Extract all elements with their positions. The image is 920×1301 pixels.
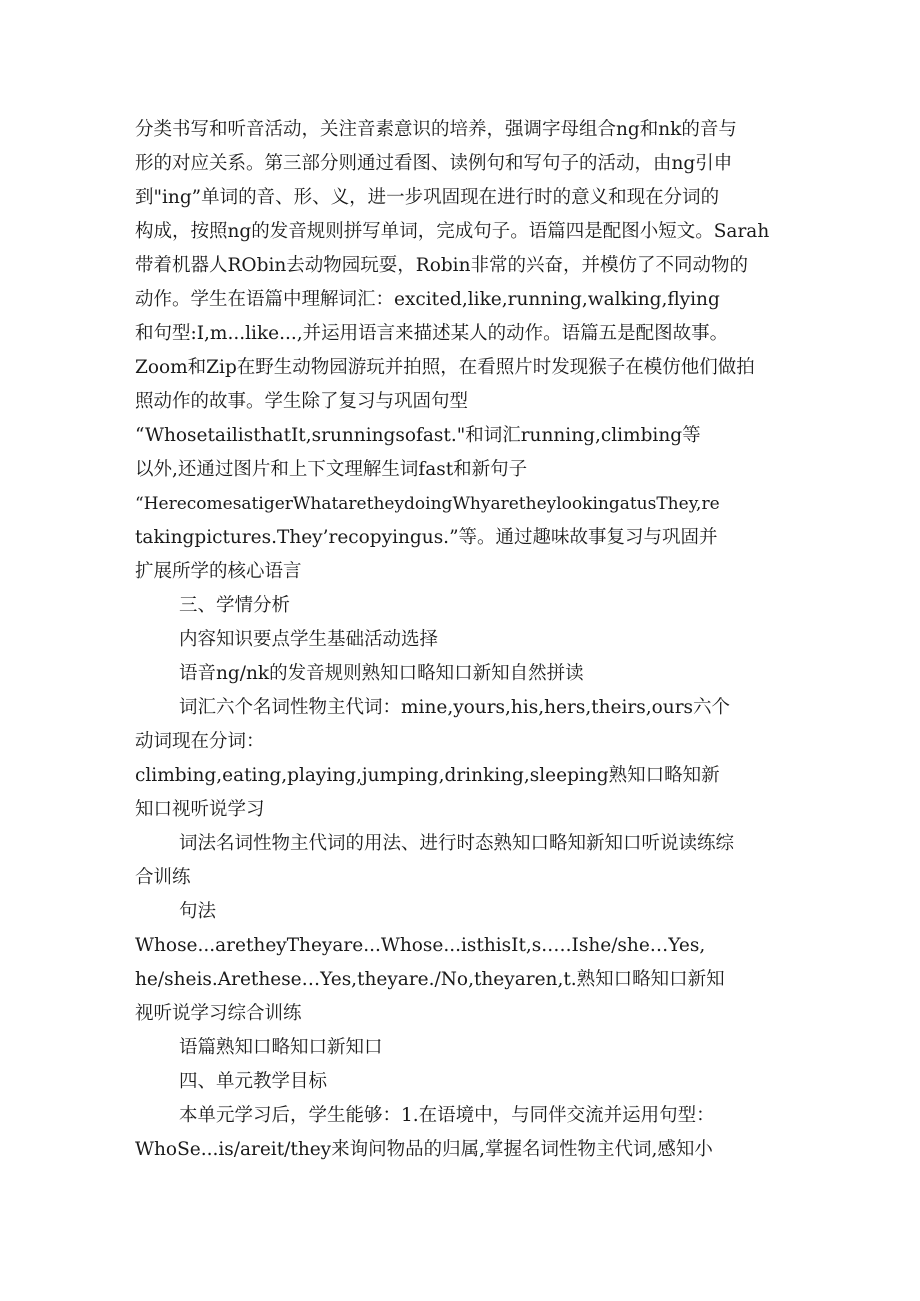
paragraph-line: 和句型:I,m...like...,并运用语言来描述某人的动作。语篇五是配图故事。 [135, 323, 729, 344]
table-row-line: he/sheis.Arethese…Yes,theyare./No,theyaren,t.熟知口略知口新知 [135, 969, 725, 990]
paragraph-line: “HerecomesatigerWhataretheydoingWhyaretheylookingatusThey,re [135, 494, 720, 514]
table-row-line: 视听说学习综合训练 [135, 1003, 302, 1024]
paragraph-line: 形的对应关系。第三部分则通过看图、读例句和写句子的活动，由ng引申 [135, 153, 733, 174]
paragraph-line: 分类书写和听音活动，关注音素意识的培养，强调字母组合ng和nk的音与 [135, 119, 737, 140]
table-row-line: 合训练 [135, 867, 191, 888]
section-heading: 四、单元教学目标 [179, 1071, 328, 1092]
paragraph-line: 本单元学习后，学生能够：1.在语境中，与同伴交流并运用句型： [179, 1105, 715, 1126]
paragraph-line: 动作。学生在语篇中理解词汇：excited,like,running,walking,flying [135, 289, 720, 310]
table-header-line: 内容知识要点学生基础活动选择 [179, 629, 439, 650]
table-row-line: 语音ng/nk的发音规则熟知口略知口新知自然拼读 [179, 663, 584, 684]
table-row-line: 词汇六个名词性物主代词：mine,yours,his,hers,theirs,ours六个 [179, 697, 731, 718]
paragraph-line: “WhosetailisthatIt,srunningsofast."和词汇running,climbing等 [135, 425, 701, 446]
table-row-line: Whose...aretheyTheyare...Whose...isthisIt,s.….Ishe/she…Yes, [135, 935, 706, 956]
table-row-line: 动词现在分词： [135, 731, 265, 752]
table-row-line: climbing,eating,playing,jumping,drinking,sleeping熟知口略知新 [135, 765, 720, 786]
table-row-line: 知口视听说学习 [135, 799, 265, 820]
paragraph-line: 构成，按照ng的发音规则拼写单词，完成句子。语篇四是配图小短文。Sarah [135, 221, 770, 242]
table-row-line: 词法名词性物主代词的用法、进行时态熟知口略知新知口听说读练综 [179, 833, 735, 854]
paragraph-line: 以外,还通过图片和上下文理解生词fast和新句子 [135, 459, 528, 480]
paragraph-line: 带着机器人RObin去动物园玩耍，Robin非常的兴奋，并模仿了不同动物的 [135, 255, 749, 276]
paragraph-line: takingpictures.They’recopyingus.”等。通过趣味故事复习与巩固并 [135, 527, 718, 548]
table-row-line: 句法 [179, 901, 217, 922]
paragraph-line: Zoom和Zip在野生动物园游玩并拍照，在看照片时发现猴子在模仿他们做拍 [135, 357, 755, 378]
table-row-line: 语篇熟知口略知口新知口 [179, 1037, 383, 1058]
paragraph-line: 扩展所学的核心语言 [135, 561, 302, 582]
paragraph-line: WhoSe...is/areit/they来询问物品的归属,掌握名词性物主代词,感知小 [135, 1139, 713, 1160]
paragraph-line: 照动作的故事。学生除了复习与巩固句型 [135, 391, 469, 412]
paragraph-line: 到"ing”单词的音、形、义，进一步巩固现在进行时的意义和现在分词的 [135, 187, 720, 208]
section-heading: 三、学情分析 [179, 595, 291, 616]
